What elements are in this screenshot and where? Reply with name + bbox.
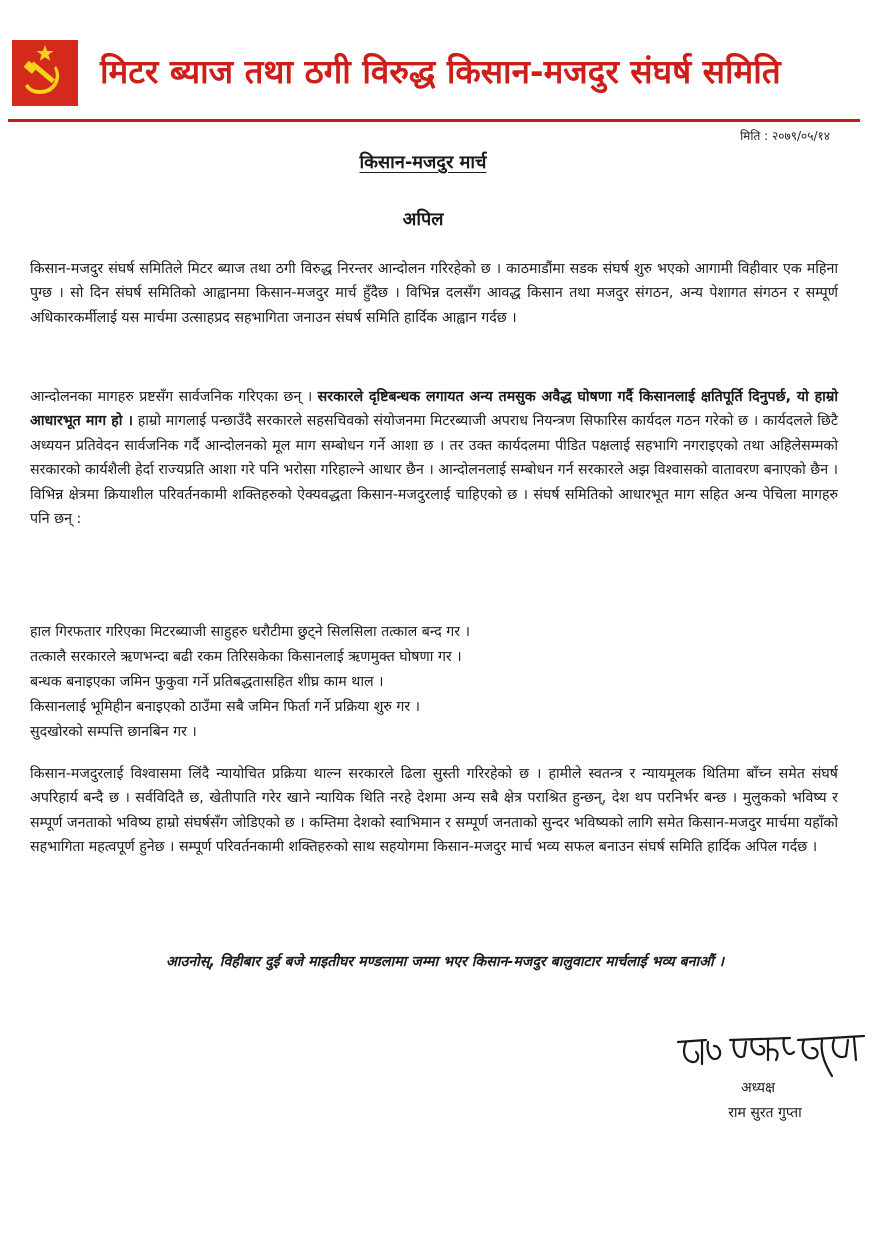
core-demand-statement: सरकारले दृष्टिबन्धक लगायत अन्य तमसुक अवैद्ध घोषणा गर्दै किसानलाई क्षतिपूर्ति दिनुपर्छ, यो हाम्रो आधारभूत माग हो । xyxy=(30,389,838,430)
organization-name: मिटर ब्याज तथा ठगी विरुद्ध किसान-मजदुर संघर्ष समिति xyxy=(100,52,781,91)
demands-list xyxy=(30,620,838,745)
paragraph-demands-rest: हाम्रो मागलाई पन्छाउँदै सरकारले सहसचिवको संयोजनमा मिटरब्याजी अपराध नियन्त्रण सिफारिस कार्यदल गठन गरेको छ । कार्यदलले छिटै अध्ययन प्रतिवेदन सार्वजनिक गर्दै आन्दोलनको मूल माग सम्बोधन गर्ने आशा छ । तर उक्त कार्यदलमा पीडित पक्षलाई सहभागि नगराइएको तथा अहिलेसम्मको सरकारको कार्यशैली हेर्दा राज्यप्रति आशा गरे पनि भरोसा गरिहाल्ने आधार छैन । आन्दोलनलाई सम्बोधन गर्न सरकारले अझ विश्वासको वातावरण बनाएको छैन । विभिन्न क्षेत्रमा क्रियाशील परिवर्तनकामी शक्तिहरुको ऐक्यवद्धता किसान-मजदुरलाई चाहिएको छ । संघर्ष समितिको आधारभूत माग सहित अन्य पेचिला मागहरु पनि छन् : xyxy=(30,413,838,528)
call-to-action: आउनोस्, विहीबार दुई बजे माइतीघर मण्डलामा जम्मा भएर किसान-मजदुर बालुवाटार मार्चलाई भव्य बनाऔं । xyxy=(166,954,724,970)
document-title-text: किसान-मजदुर मार्च xyxy=(359,152,487,173)
demand-item: तत्कालै सरकारले ऋणभन्दा बढी रकम तिरिसकेका किसानलाई ऋणमुक्त घोषणा गर । xyxy=(30,649,462,665)
paragraph-demands-context xyxy=(30,385,838,531)
demand-item: बन्धक बनाइएका जमिन फुकुवा गर्ने प्रतिबद्धतासहित शीघ्र काम थाल । xyxy=(30,674,384,690)
document-title xyxy=(0,150,846,176)
hammer-sickle-icon xyxy=(12,40,78,106)
document-subtitle: अपिल xyxy=(402,209,444,230)
demand-item: हाल गिरफतार गरिएका मिटरब्याजी साहुहरु धरौटीमा छुट्ने सिलसिला तत्काल बन्द गर । xyxy=(30,624,470,640)
handwritten-signature xyxy=(672,1030,872,1082)
paragraph-intro: किसान-मजदुर संघर्ष समितिले मिटर ब्याज तथा ठगी विरुद्ध निरन्तर आन्दोलन गरिरहेको छ । काठमाडौंमा सडक संघर्ष शुरु भएको आगामी विहीवार एक महिना पुग्छ । सो दिन संघर्ष समितिको आह्वानमा किसान-मजदुर मार्च हुँदैछ । विभिन्न दलसँग आवद्ध किसान तथा मजदुर संगठन, अन्य पेशागत संगठन र सम्पूर्ण अधिकारकर्मीलाई यस मार्चमा उत्साहप्रद सहभागिता जनाउन संघर्ष समिति हार्दिक आह्वान गर्दछ । xyxy=(30,261,838,326)
letter-date: मिति : २०७९/०५/१४ xyxy=(740,129,830,143)
signatory-role: अध्यक्ष xyxy=(740,1080,776,1096)
demand-item: सुदखोरको सम्पत्ति छानबिन गर । xyxy=(30,724,197,740)
demand-item: किसानलाई भूमिहीन बनाइएको ठाउँमा सबै जमिन फिर्ता गर्ने प्रक्रिया शुरु गर । xyxy=(30,699,421,715)
paragraph-appeal: किसान-मजदुरलाई विश्वासमा लिंदै न्यायोचित प्रक्रिया थाल्न सरकारले ढिला सुस्ती गरिरहेको छ । हामीले स्वतन्त्र र न्यायमूलक थितिमा बाँच्न समेत संघर्ष अपरिहार्य बन्दै छ । सर्वविदितै छ, खेतीपाति गरेर खाने न्यायिक थिति नरहे देशमा अन्य सबै क्षेत्र पराश्रित हुन्छन्, देश थप परनिर्भर बन्छ । मुलुकको भविष्य र सम्पूर्ण जनताको भविष्य हाम्रो संघर्षसँग जोडिएको छ । कम्तिमा देशको स्वाभिमान र सम्पूर्ण जनताको सुन्दर भविष्यको लागि समेत किसान-मजदुर मार्चमा यहाँको सहभागिता महत्वपूर्ण हुनेछ । सम्पूर्ण परिवर्तनकामी शक्तिहरुको साथ सहयोगमा किसान-मजदुर मार्च भव्य सफल बनाउन संघर्ष समिति हार्दिक अपिल गर्दछ । xyxy=(30,766,838,856)
paragraph-demands-intro: आन्दोलनका मागहरु प्रष्टसँग सार्वजनिक गरिएका छन् । xyxy=(30,389,318,405)
signatory-name: राम सुरत गुप्ता xyxy=(728,1105,802,1121)
header-divider xyxy=(8,119,860,122)
